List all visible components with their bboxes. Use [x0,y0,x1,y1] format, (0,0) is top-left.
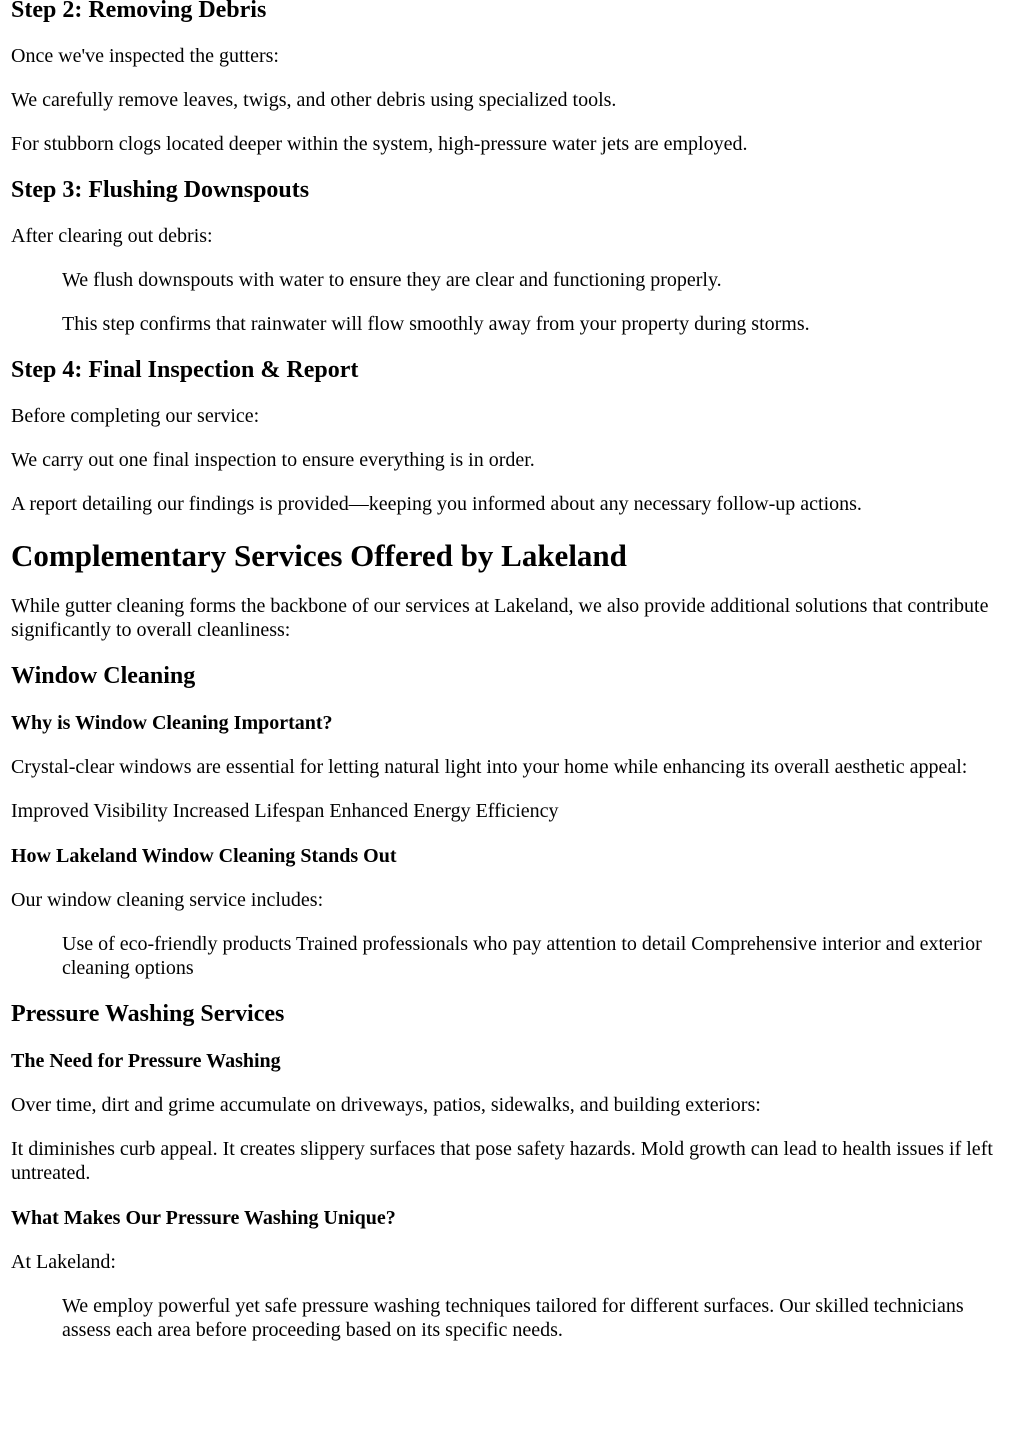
window-cleaning-benefits: Improved Visibility Increased Lifespan Enhanced Energy Efficiency [11,800,559,822]
step-3-intro: After clearing out debris: [11,225,213,247]
pressure-washing-paragraph-1: Over time, dirt and grime accumulate on driveways, patios, sidewalks, and building exteriors: [11,1094,761,1116]
window-cleaning-paragraph-1: Crystal-clear windows are essential for letting natural light into your home while enhancing its overall aesthetic appeal: [11,756,968,778]
pressure-washing-quote-paragraph: We employ powerful yet safe pressure washing techniques tailored for different surfaces. Our skilled technicians assess each area before proceeding based on its specific needs. [62,1295,964,1341]
step-3-heading: Step 3: Flushing Downspouts [11,177,310,203]
step-4-intro: Before completing our service: [11,405,260,427]
step-3-quote-paragraph-2: This step confirms that rainwater will flow smoothly away from your property during storms. [62,313,810,335]
step-3-quote-paragraph-1: We flush downspouts with water to ensure they are clear and functioning properly. [62,269,722,291]
window-cleaning-includes: Our window cleaning service includes: [11,889,324,911]
window-cleaning-quote [62,932,1014,980]
window-cleaning-why-heading: Why is Window Cleaning Important? [11,712,333,734]
window-cleaning-stands-out-heading: How Lakeland Window Cleaning Stands Out [11,845,397,867]
pressure-washing-at-lakeland: At Lakeland: [11,1251,116,1273]
pressure-washing-quote [62,1294,1014,1342]
window-cleaning-heading: Window Cleaning [11,663,196,689]
step-2-paragraph-2: For stubborn clogs located deeper within the system, high-pressure water jets are employed. [11,133,748,155]
complementary-services-heading: Complementary Services Offered by Lakeland [11,538,627,573]
step-2-paragraph-1: We carefully remove leaves, twigs, and other debris using specialized tools. [11,89,617,111]
window-cleaning-quote-paragraph: Use of eco-friendly products Trained professionals who pay attention to detail Comprehensive interior and exterior cleaning options [62,933,982,979]
complementary-services-intro: While gutter cleaning forms the backbone of our services at Lakeland, we also provide additional solutions that contribute significantly to overall cleanliness: [11,595,989,641]
step-2-intro: Once we've inspected the gutters: [11,45,279,67]
pressure-washing-unique-heading: What Makes Our Pressure Washing Unique? [11,1207,396,1229]
step-4-heading: Step 4: Final Inspection & Report [11,357,359,383]
pressure-washing-paragraph-2: It diminishes curb appeal. It creates slippery surfaces that pose safety hazards. Mold growth can lead to health issues if left untreated. [11,1138,993,1184]
pressure-washing-heading: Pressure Washing Services [11,1001,285,1027]
pressure-washing-need-heading: The Need for Pressure Washing [11,1050,281,1072]
step-4-paragraph-2: A report detailing our findings is provided—keeping you informed about any necessary follow-up actions. [11,493,862,515]
step-2-heading: Step 2: Removing Debris [11,0,267,23]
step-4-paragraph-1: We carry out one final inspection to ensure everything is in order. [11,449,535,471]
step-3-quote [62,268,1014,336]
